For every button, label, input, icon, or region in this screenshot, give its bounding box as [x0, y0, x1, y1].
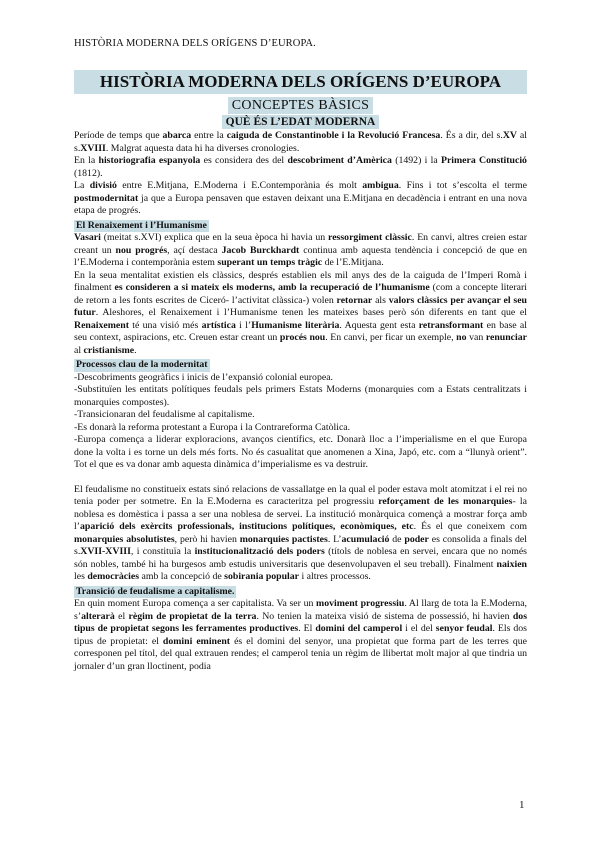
- paragraph: [74, 384, 527, 409]
- text-run: (1492) i la: [391, 155, 441, 166]
- bold-text: renunciar: [485, 332, 527, 343]
- paragraph: [74, 130, 527, 155]
- text-run: . Al llarg de tota la E.Moderna, s’: [74, 598, 527, 622]
- text-run: . Malgrat aquesta data hi ha diverses cronologies.: [105, 142, 300, 154]
- bold-text: retornar: [336, 294, 373, 306]
- section-heading-row: [74, 584, 527, 599]
- paragraph: [74, 409, 527, 422]
- bold-text: caiguda de Constantinoble i la Revolució Francesa: [226, 130, 441, 141]
- bold-text: ambigua: [362, 180, 399, 191]
- bold-text: XVII-XVIII: [80, 546, 131, 557]
- bold-text: nou progrés: [115, 244, 168, 256]
- text-run: , però hi havien: [174, 533, 240, 545]
- text-run: les: [74, 571, 88, 582]
- bold-text: descobriment d’Amèrica: [287, 155, 392, 166]
- text-run: al: [74, 344, 84, 356]
- text-run: . El: [298, 623, 316, 634]
- text-run: -Transicionaran del feudalisme al capitalisme.: [74, 409, 255, 420]
- text-run: . L’: [327, 533, 342, 545]
- document-subtitle: CONCEPTES BÀSICS: [228, 97, 373, 114]
- bold-text: ressorgiment clàssic: [328, 232, 412, 243]
- page-number: 1: [519, 799, 525, 811]
- text-run: i altres processos.: [299, 571, 371, 582]
- text-run: , i constituïa la: [130, 546, 195, 557]
- text-run: En la seua mentalitat existien els clàssics, després establien els mil anys des de la caiguda de l’Imperi Romà i finalment: [74, 269, 527, 293]
- bold-text: abarca: [162, 130, 192, 141]
- running-header: HISTÒRIA MODERNA DELS ORÍGENS D’EUROPA.: [74, 38, 316, 49]
- bold-text: reforçament de les monarquies: [378, 496, 513, 507]
- text-run: . Els dos tipus de propietat: el: [74, 623, 527, 647]
- bold-text: sobirania popular: [224, 571, 300, 582]
- text-run: té una visió més: [128, 319, 202, 331]
- bold-text: aparició dels exèrcits professionals, institucions polítiques, econòmiques, etc: [79, 521, 414, 532]
- text-run: es consolida a finals del s.: [74, 533, 527, 557]
- bold-text: democràcies: [87, 571, 140, 582]
- text-run: en base al seu context, aspiracions, etc. Creuen estar creant un: [74, 319, 527, 343]
- bold-text: dos tipus de propietat segons les ferramentes productives: [74, 610, 528, 634]
- text-run: el: [114, 610, 129, 622]
- bold-text: superant un temps tràgic: [217, 257, 323, 268]
- text-run: al s.: [74, 130, 527, 154]
- text-run: amb la concepció de: [139, 571, 225, 582]
- paragraph: [74, 155, 527, 180]
- paragraph: [74, 434, 527, 472]
- bold-text: senyor feudal: [435, 623, 493, 634]
- section-heading: Transició de feudalisme a capitalisme.: [76, 585, 235, 597]
- text-run: . Aleshores, el Renaixement i l’Humanisme tenen les mateixes bases però són diferents en tant que el: [95, 307, 527, 318]
- text-run: En quin moment Europa comença a ser capitalista. Va ser un: [74, 598, 317, 609]
- bold-text: historiografia espanyola: [98, 155, 201, 166]
- bold-text: monarquies pactistes: [239, 533, 328, 545]
- text-run: .: [134, 344, 137, 356]
- text-run: entre la: [191, 130, 227, 141]
- text-run: continua amb aquesta tendència i concepció de que en l’E.Moderna i contemporània estem: [74, 244, 528, 268]
- text-run: -Descobriments geogràfics i inicis de l’expansió colonial europea.: [74, 371, 333, 383]
- paragraph: [74, 232, 527, 270]
- bold-text: Renaixement: [74, 319, 129, 331]
- intro-block: [74, 130, 527, 218]
- text-run: . Fins i tot s’escolta el terme: [398, 180, 527, 191]
- paragraph: [74, 422, 527, 435]
- text-run: . És a dir, del s.: [440, 130, 503, 141]
- paragraph: [74, 372, 527, 385]
- text-run: -Es donarà la reforma protestant a Europa i la Contrareforma Catòlica.: [74, 421, 351, 433]
- text-run: . En canvi, per ficar un exemple,: [325, 332, 457, 343]
- paragraph: [74, 598, 527, 673]
- text-run: (títols de noblesa en servei, encara que no només són nobles, també hi ha burgesos amb estudis universitaris que desenvolupaven el seu treball). Finalment: [74, 546, 527, 570]
- text-run: ja que a Europa pensaven que estaven deixant una E.Mitjana en decadència i entrant en una nova etapa de progrés.: [74, 192, 527, 216]
- text-run: . En canvi, altres creien estar creant un: [74, 232, 527, 256]
- text-run: entre E.Mitjana, E.Moderna i E.Contemporània és molt: [116, 180, 363, 191]
- bold-text: règim de propietat de la terra: [128, 610, 257, 622]
- text-run: (com a concepte literari de retorn a les fonts escrites de Ciceró- l’activitat clàssica-) volen: [74, 282, 527, 306]
- bold-text: divisió: [89, 180, 117, 191]
- bold-text: valors clàssics per avançar el seu futur: [74, 294, 528, 318]
- bold-text: institucionalització dels poders: [194, 546, 325, 557]
- bold-text: domini eminent: [162, 635, 231, 647]
- bold-text: no: [456, 332, 467, 343]
- text-run: és el domini del senyor, una propietat que forma part de les terres que corresponen pel títol, del qual extrauen rendes; el camperol tenia un règim de llibertat molt major al que tindria un jornaler d’un gran lloctinent, podia: [74, 635, 527, 672]
- bold-text: poder: [404, 533, 429, 545]
- sections-block: [74, 218, 527, 674]
- text-run: Període de temps que: [74, 130, 163, 141]
- bold-text: XV: [502, 130, 517, 141]
- bold-text: domini del camperol: [315, 623, 403, 634]
- bold-text: procés nou: [279, 332, 326, 343]
- section-subheading: QUÈ ÉS L’EDAT MODERNA: [222, 115, 380, 129]
- text-run: . Aquesta gent esta: [339, 319, 419, 331]
- text-run: (meitat s.XVI) explica que en la seua època hi havia un: [100, 232, 329, 243]
- bold-text: moviment progressiu: [316, 598, 405, 609]
- paragraph-spacer: [74, 472, 527, 484]
- text-run: (1812).: [74, 167, 103, 179]
- bold-text: monarquies absolutistes: [74, 533, 175, 545]
- text-run: als: [372, 294, 389, 306]
- section-heading-row: [74, 218, 527, 233]
- text-run: i l’: [235, 319, 252, 331]
- text-run: La: [74, 180, 90, 191]
- bold-text: postmodernitat: [74, 192, 139, 204]
- paragraph: [74, 180, 527, 218]
- text-run: -Europa comença a liderar exploracions, avanços científics, etc. Donarà lloc a l’imperialisme en el que Europa done la volta i es torne un dels més forts. No és casualitat que anomenen a Xina, Japó, etc. com a “llunyà orient”. Tot el que es va donar amb aquesta dinàmica d’imperialisme es va destruir.: [74, 434, 527, 470]
- text-run: i el del: [402, 623, 436, 634]
- document-body: [74, 70, 527, 673]
- text-run: En la: [74, 155, 99, 166]
- text-run: , açí destaca: [167, 244, 222, 256]
- text-run: -Substituïen les entitats polítiques feudals pels primers Estats Moderns (monarquies com a Estats centralitzats i monarquies compostes).: [74, 384, 527, 408]
- bold-text: Jacob Burckhardt: [221, 244, 300, 256]
- bold-text: Humanisme literària: [251, 319, 340, 331]
- bold-text: retransformant: [418, 319, 484, 331]
- text-run: van: [466, 332, 486, 343]
- bold-text: artística: [201, 319, 236, 331]
- bold-text: Primera Constitució: [440, 155, 527, 166]
- section-heading: El Renaixement i l’Humanisme: [76, 219, 207, 231]
- paragraph: [74, 270, 527, 358]
- text-run: de: [389, 533, 405, 545]
- bold-text: cristianisme: [83, 344, 135, 356]
- text-run: de l’E.Mitjana.: [322, 257, 384, 268]
- text-run: . No tenien la mateixa visió de sistema de possessió, hi havien: [256, 610, 513, 622]
- text-run: - la noblesa es domèstica i passa a ser una noblesa de servei. La institució monàrquica començà a mostrar força amb l’: [74, 496, 527, 532]
- section-heading-row: [74, 357, 527, 372]
- bold-text: es consideren a si mateix els moderns, amb la recuperació de l’humanisme: [114, 282, 430, 293]
- section-heading: Processos clau de la modernitat: [76, 359, 208, 370]
- document-title: HISTÒRIA MODERNA DELS ORÍGENS D’EUROPA: [74, 70, 527, 94]
- text-run: es considera des del: [200, 155, 288, 166]
- bold-text: acumulació: [341, 533, 390, 545]
- bold-text: alterarà: [81, 610, 115, 622]
- paragraph: [74, 484, 527, 584]
- bold-text: Vasari: [74, 232, 101, 243]
- text-run: . És el que coneixem com: [413, 521, 527, 532]
- bold-text: naixien: [496, 558, 527, 570]
- text-run: El feudalisme no constitueix estats sinó relacions de vassallatge en la qual el poder estava molt atomitzat i el rei no tenia poder per sotmetre. En la E.Moderna es caracteritza pel progressiu: [74, 483, 527, 507]
- bold-text: XVIII: [80, 142, 106, 154]
